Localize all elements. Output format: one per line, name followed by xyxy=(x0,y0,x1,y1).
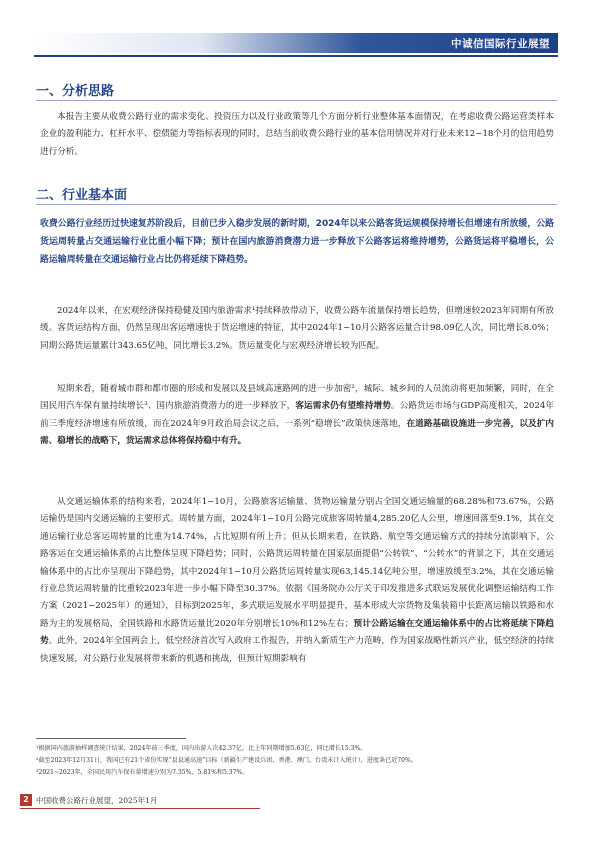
section-heading-rule xyxy=(36,204,557,205)
header-band xyxy=(34,33,558,53)
section-heading-analysis: 一、分析思路 xyxy=(36,84,115,99)
body-paragraph-3: 从交通运输体系的结构来看，2024年1~10月，公路旅客运输量、货物运输量分别占全国交通运输量的68.28%和73.67%，公路运输仍是国内交通运输的主要形式。周转量方面，2024年1~10月公路完成旅客周转量4,285.20亿人公里，增速回落至9.1%，其在交通运输行业总客运周转量的比重为14.74%，占比短期有所上升；但从长期来看，在铁路、航空等交通运输方式的持续分流影响下，公路客运在交通运输体系的占比整体呈现下降趋势；同时，公路货运周转量在国家层面提倡“公转铁”、“公转水”的背景之下，其在交通运输体系中的占比亦呈现出下降趋势，其中2024年1~10月公路货运周转量实现63,145.14亿吨公里，增速放缓至3.2%，其在交通运输行业总货运周转量的比重较2023年进一步小幅下降至30.37%。依据《国务院办公厅关于印发推进多式联运发展优化调整运输结构工作方案（2021~2025年）的通知》，目标到2025年，多式联运发展水平明显提升，基本形成大宗货物及集装箱中长距离运输以铁路和水路为主的发展格局，全国铁路和水路货运量比2020年分别增长10%和12%左右；预计公路运输在交通运输体系中的占比将延续下降趋势。此外，2024年全国两会上，低空经济首次写入政府工作报告，并纳入新质生产力范畴，作为国家战略性新兴产业，低空经济的持续快速发展，对公路行业发展将带来新的机遇和挑战，但预计短期影响有 xyxy=(40,497,554,664)
section-heading-industry: 二、行业基本面 xyxy=(36,188,128,203)
body-paragraph-1: 2024年以来，在宏观经济保持稳健及国内旅游需求¹持续释放带动下，收费公路车流量保持增长趋势，但增速较2023年同期有所放缓。客货运结构方面，仍然呈现出客运增速快于货运增速的特征，其中2024年1~10月公路客运量合计98.09亿人次，同比增长8.0%；同期公路货运量累计343.65亿吨，同比增长3.2%。货运量变化与宏观经济增长较为匹配。 xyxy=(40,306,554,351)
footnote-3: ³2021~2023年，全国民用汽车保有量增速分别为7.35%、5.81%和5.37%。 xyxy=(36,769,249,776)
page-number: 2 xyxy=(20,794,32,806)
highlight-text: 预计公路运输在交通运输体系中的占比将延续下降趋势 xyxy=(40,618,554,647)
key-finding-paragraph: 收费公路行业经历过快速复苏阶段后，目前已步入稳步发展的新时期，2024年以来公路客货运规模保持增长但增速有所放缓，公路货运周转量占交通运输行业比重小幅下降；预计在国内旅游消费潜力进一步释放下公路客运将维持增势，公路货运将平稳增长，公路运输周转量在交通运输行业占比仍将延续下降趋势。 xyxy=(40,219,554,266)
header-divider xyxy=(34,55,558,57)
analysis-paragraph: 本报告主要从收费公路行业的需求变化、投资压力以及行业政策等几个方面分析行业整体基本面情况，在考虑收费公路运营类样本企业的盈利能力、杠杆水平、偿债能力等指标表现的同时，总结当前收费公路行业的基本信用情况并对行业未来12~18个月的信用趋势进行分析。 xyxy=(40,112,554,157)
footer-text: 中国收费公路行业展望，2025年1月 xyxy=(36,796,158,805)
header-title: 中诚信国际行业展望 xyxy=(451,38,550,50)
footnote-2: ²截至2023年12月31日，我国已有21个省份实现“县县通高速”目标（新疆生产建设兵团、香港、澳门、台湾未计入统计），进度条已近70%。 xyxy=(36,757,417,764)
section-heading-rule xyxy=(36,100,557,101)
footnote-1: ¹根据国内旅游抽样调查统计结果，2024年前三季度，国内出游人次42.37亿，比上年同期增加5.63亿，同比增长15.3%。 xyxy=(36,745,367,752)
highlight-text: 在道路基础设施进一步完善，以及扩内需、稳增长的战略下，货运需求总体将保持稳中有升。 xyxy=(40,418,554,447)
footer-divider xyxy=(20,808,260,809)
body-paragraph-2: 短期来看，随着城市群和都市圈的形成和发展以及县域高速路网的进一步加密²，城际、城乡间的人员流动将更加频繁，同时，在全国民用汽车保有量持续增长³、国内旅游消费潜力的进一步释放下，客运需求仍有望维持增势。公路货运市场与GDP高度相关，2024年前三季度经济增速有所放缓，而在2024年9月政治局会议之后，一系列“稳增长”政策快速落地，在道路基础设施进一步完善，以及扩内需、稳增长的战略下，货运需求总体将保持稳中有升。 xyxy=(40,384,554,447)
footnote-divider xyxy=(36,738,186,739)
highlight-text: 客运需求仍有望维持增势 xyxy=(295,401,391,412)
